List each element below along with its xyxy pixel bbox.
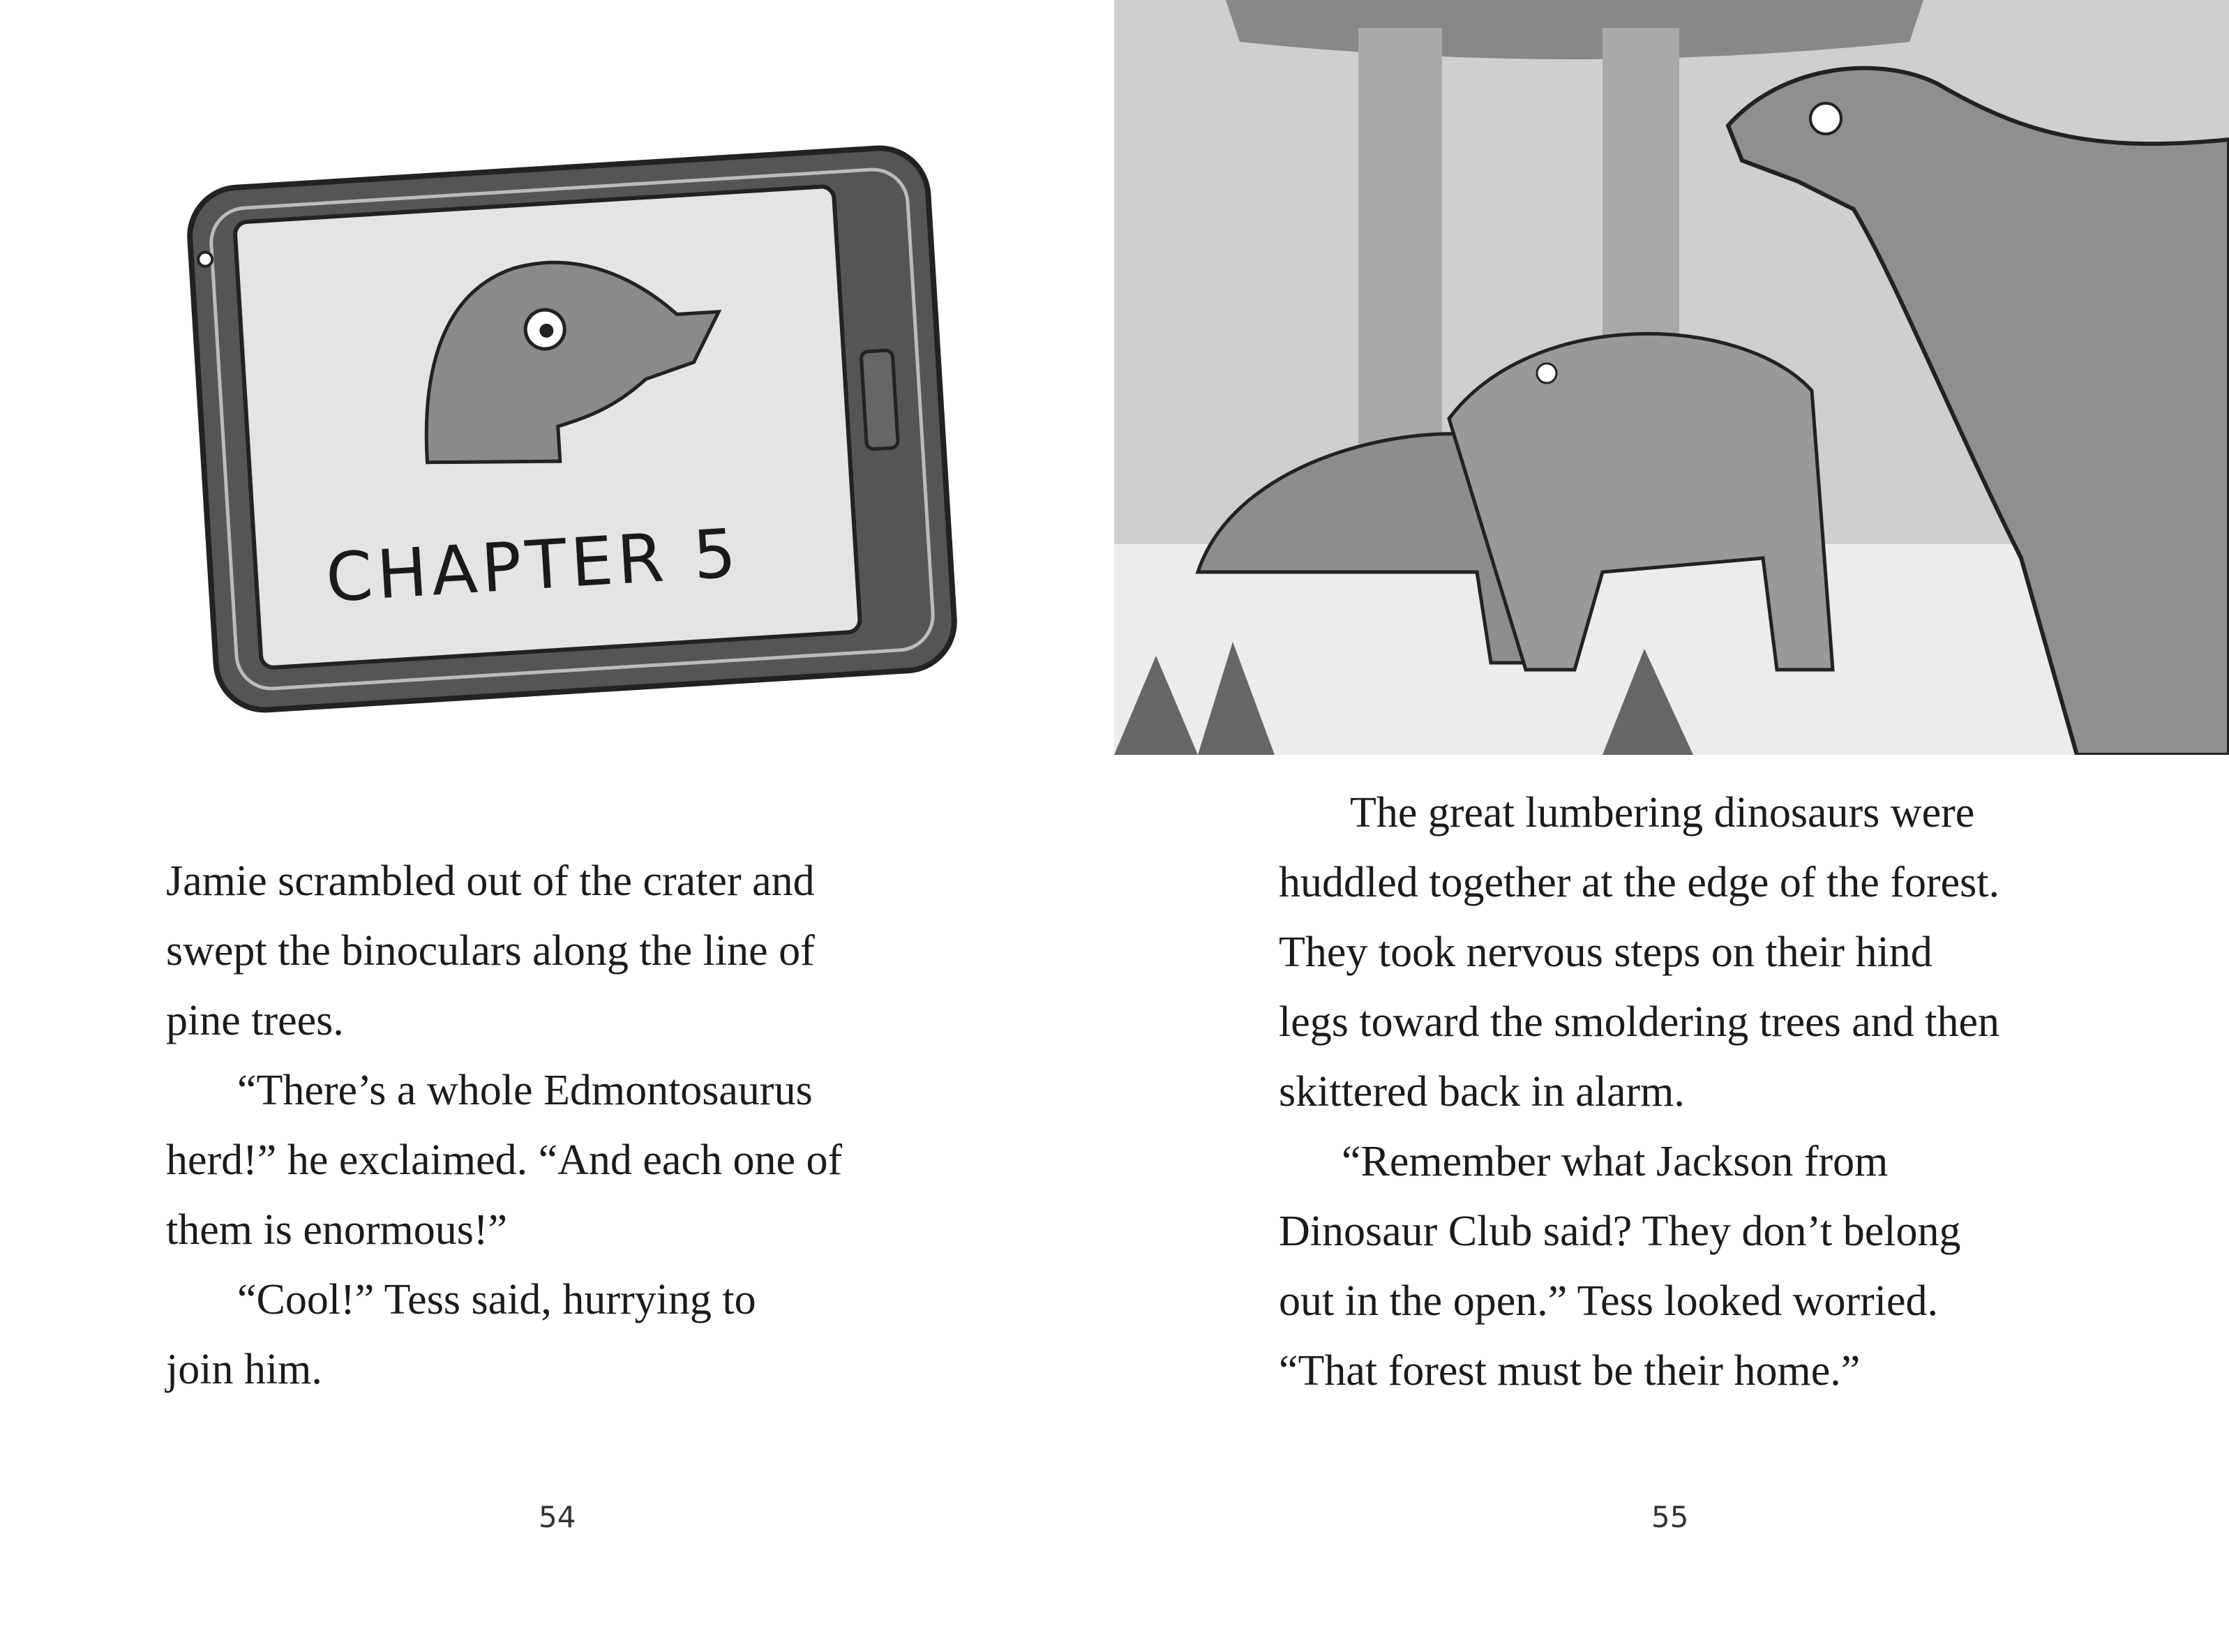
text-line: pine trees. bbox=[166, 997, 344, 1044]
text-line: join him. bbox=[166, 1346, 322, 1393]
page-number: 55 bbox=[1651, 1500, 1689, 1534]
text-line: “Remember what Jackson from bbox=[1342, 1138, 1889, 1185]
text-line: “That forest must be their home.” bbox=[1279, 1347, 1861, 1395]
right-page bbox=[1114, 0, 2229, 1652]
chapter-title: CHAPTER 5 bbox=[323, 513, 743, 617]
text-line: “Cool!” Tess said, hurrying to bbox=[237, 1276, 756, 1323]
text-line: “There’s a whole Edmontosaurus bbox=[237, 1067, 813, 1114]
left-page bbox=[0, 0, 1114, 1652]
text-line: them is enormous!” bbox=[166, 1206, 508, 1254]
text-line: legs toward the smoldering trees and then bbox=[1279, 998, 2000, 1046]
text-line: Jamie scrambled out of the crater and bbox=[166, 857, 815, 905]
text-line: swept the binoculars along the line of bbox=[166, 927, 815, 975]
text-line: herd!” he exclaimed. “And each one of bbox=[166, 1136, 843, 1184]
text-line: huddled together at the edge of the forest. bbox=[1279, 859, 1999, 906]
dinosaur-herd-illustration bbox=[1114, 0, 2229, 755]
text-line: skittered back in alarm. bbox=[1279, 1068, 1685, 1116]
text-line: The great lumbering dinosaurs were bbox=[1350, 789, 1975, 836]
page-number: 54 bbox=[539, 1500, 576, 1534]
text-line: Dinosaur Club said? They don’t belong bbox=[1279, 1208, 1961, 1255]
text-line: out in the open.” Tess looked worried. bbox=[1279, 1277, 1938, 1325]
text-line: They took nervous steps on their hind bbox=[1279, 929, 1932, 976]
tablet-chapter-illustration bbox=[180, 138, 965, 720]
